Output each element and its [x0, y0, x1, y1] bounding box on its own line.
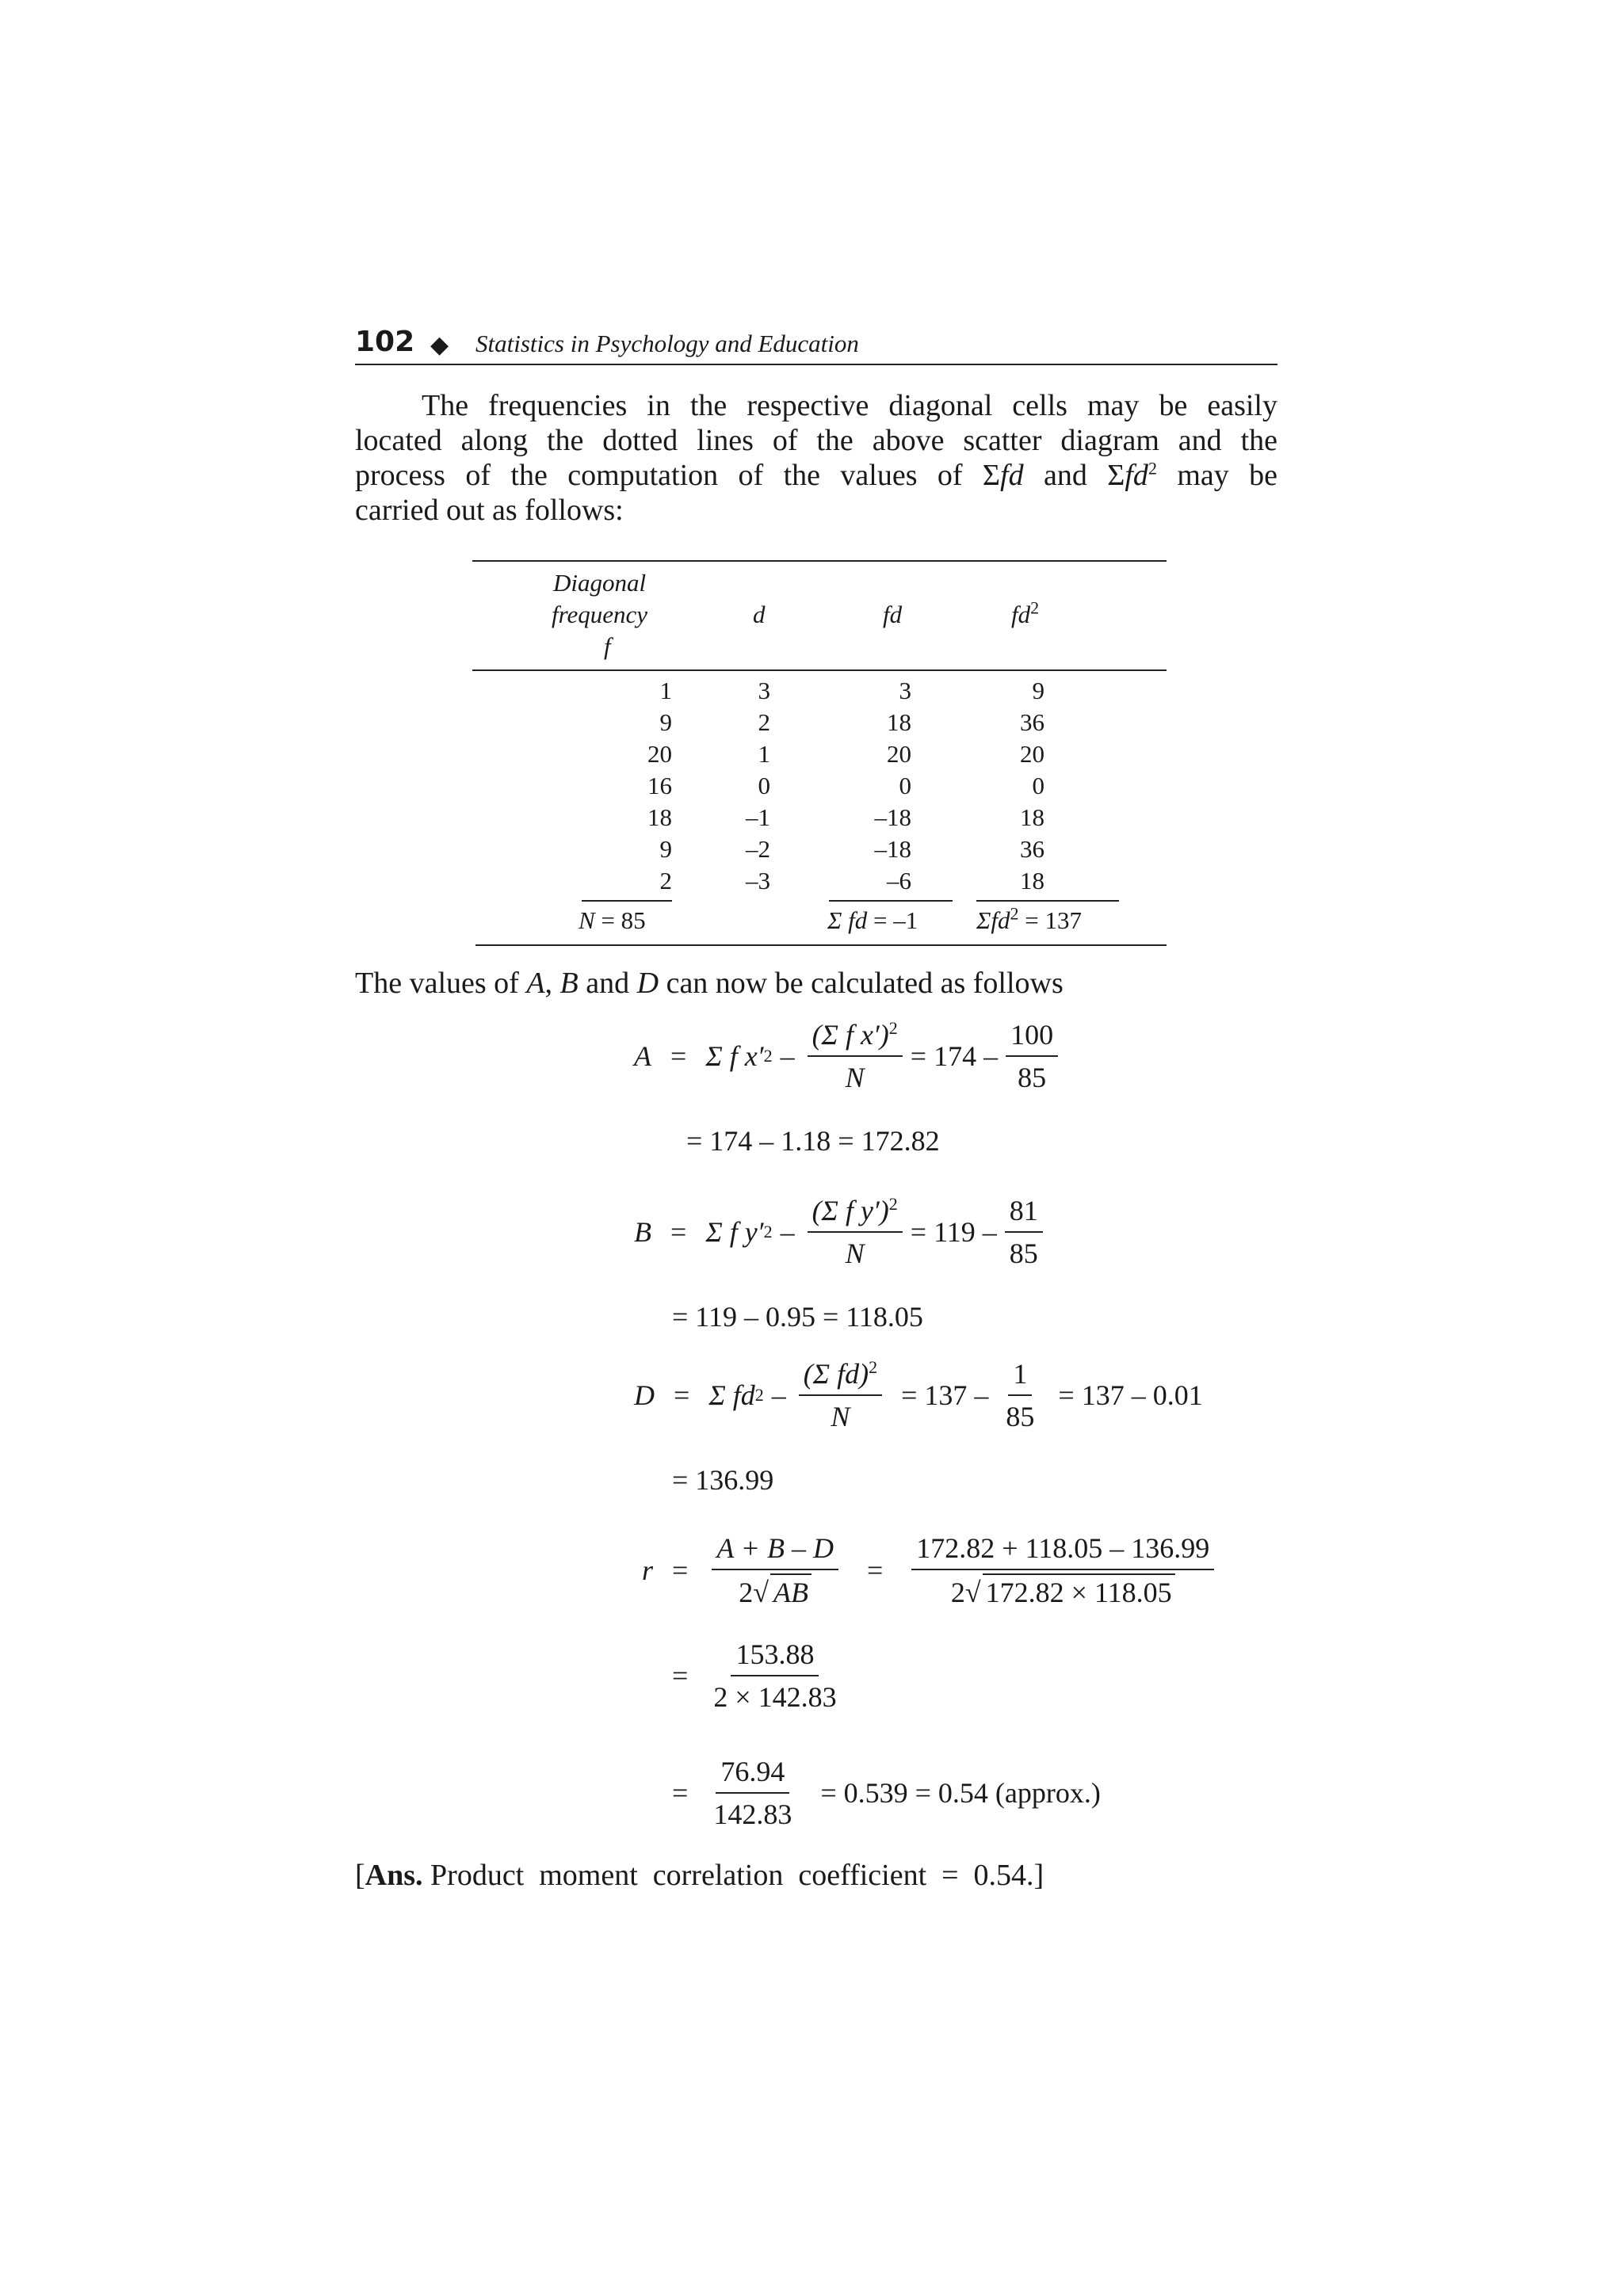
table-cell-f: 20 — [647, 740, 672, 768]
header-fd2: $fd^2$ — [1011, 597, 1040, 628]
equation-d-result: = 136.99 — [672, 1464, 774, 1496]
table-cell-f: 16 — [647, 772, 672, 799]
sum-rule-fd2 — [976, 900, 1119, 902]
intro-line-1: The frequencies in the respective diagonal cells may be easily — [422, 389, 1277, 422]
equation-r-step2: = $\frac{153.88}{2 \times 142.83}$ — [672, 1638, 837, 1713]
table-cell-fd2: 36 — [1020, 708, 1044, 736]
equation-r: r = $\frac{A + B - D}{2√ AB}$ = $\frac{172.82 + 118.05 - 136.99}{2√ 172.82 \times 118.05}$ — [642, 1531, 1219, 1610]
intro-line-3: process of the computation of the values of Σfd and Σfd$^2$ may be — [355, 458, 1278, 492]
page-number: 102 — [355, 326, 415, 358]
answer-line: [Ans. Product moment correlation coefficient = 0.54.] — [355, 1859, 1044, 1892]
table-cell-fd2: 9 — [1032, 677, 1044, 704]
table-cell-d: 3 — [758, 677, 770, 704]
equation-a-result: = 174 – 1.18 = 172.82 — [686, 1125, 940, 1157]
intro-line-2: located along the dotted lines of the above scatter diagram and the — [355, 424, 1277, 457]
header-diagonal: Diagonal — [553, 569, 647, 597]
total-fd2: Σfd$^2$ = 137 — [976, 903, 1083, 934]
table-cell-d: 1 — [758, 740, 770, 768]
sum-rule-fd — [829, 900, 953, 902]
total-fd: Σ fd = –1 — [827, 906, 918, 934]
header-rule — [355, 364, 1277, 365]
equation-r-step3: = $\frac{76.94}{142.83}$ = 0.539 = 0.54 (approx.) — [672, 1756, 1101, 1830]
table-cell-fd2: 0 — [1032, 772, 1044, 799]
table-cell-f: 9 — [659, 708, 672, 736]
table-cell-d: 2 — [758, 708, 770, 736]
intro-line-4: carried out as follows: — [355, 494, 624, 527]
table-cell-fd: 18 — [887, 708, 911, 736]
table-cell-fd2: 18 — [1020, 803, 1044, 831]
table-cell-fd2: 36 — [1020, 835, 1044, 863]
table-top-rule — [472, 560, 1167, 562]
sum-rule-f — [582, 900, 672, 902]
equation-a: A = Σ f x′ 2 – $\frac{(\Sigma f x')^2}{N}$ = 174 – $\frac{100}{85}$ — [634, 1017, 1063, 1095]
table-cell-f: 18 — [647, 803, 672, 831]
table-bottom-rule — [475, 944, 1167, 946]
table-cell-d: –1 — [746, 803, 770, 831]
header-frequency: frequency — [552, 601, 648, 628]
intro-paragraph — [355, 388, 1277, 528]
table-cell-f: 2 — [659, 867, 672, 894]
table-cell-d: –3 — [746, 867, 770, 894]
table-cell-fd: –18 — [874, 803, 911, 831]
header-f: f — [604, 632, 611, 660]
equation-d: D = Σ fd 2 – $\frac{(\Sigma fd)^2}{N}$ = 137 – $\frac{1}{85}$ = 137 – 0.01 — [634, 1357, 1203, 1432]
table-cell-fd: –6 — [887, 867, 911, 894]
table-cell-fd: 3 — [899, 677, 911, 704]
table-cell-d: –2 — [746, 835, 770, 863]
diamond-icon: ◆ — [430, 332, 449, 358]
equation-b-result: = 119 – 0.95 = 118.05 — [672, 1301, 923, 1333]
header-fd: fd — [883, 601, 903, 628]
table-cell-fd: –18 — [874, 835, 911, 863]
table-cell-fd2: 18 — [1020, 867, 1044, 894]
table-cell-f: 1 — [659, 677, 672, 704]
table-cell-fd: 20 — [887, 740, 911, 768]
table-cell-fd: 0 — [899, 772, 911, 799]
equation-b: B = Σ f y′ 2 – $\frac{(\Sigma f y')^2}{N}$ = 119 – $\frac{81}{85}$ — [634, 1193, 1048, 1271]
table-header-rule — [472, 669, 1167, 671]
total-n: N = 85 — [579, 906, 646, 934]
table-cell-fd2: 20 — [1020, 740, 1044, 768]
table-cell-d: 0 — [758, 772, 770, 799]
calc-intro: The values of A, B and D can now be calculated as follows — [355, 967, 1064, 1000]
header-d: d — [753, 601, 766, 628]
table-cell-f: 9 — [659, 835, 672, 863]
running-head-title: Statistics in Psychology and Education — [475, 330, 859, 357]
